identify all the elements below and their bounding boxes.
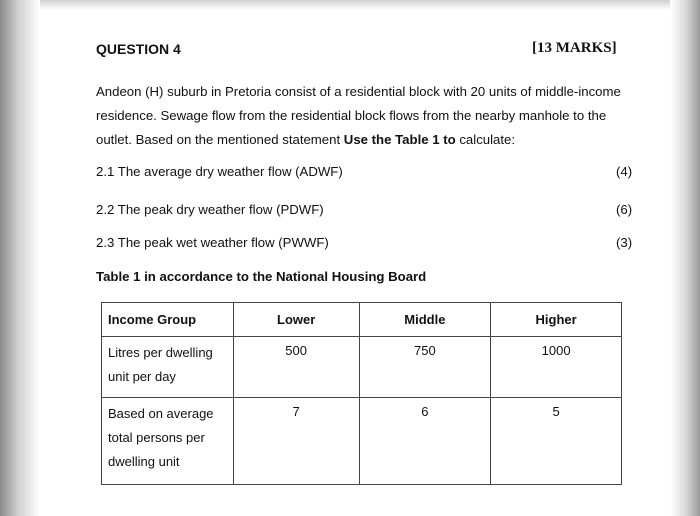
question-title: QUESTION 4 bbox=[96, 41, 181, 57]
question-marks: [13 MARKS] bbox=[532, 40, 617, 56]
intro-text-end: calculate: bbox=[455, 132, 516, 147]
cell-middle: 6 bbox=[359, 398, 491, 485]
intro-text: Andeon (H) suburb in Pretoria consist of a residential block with 20 units of middle-income residence. Sewage flow from the residential block flows from the nearby manhole to the outlet. Based on the mentioned statement bbox=[96, 84, 621, 147]
item-2-3: 2.3 The peak wet weather flow (PWWF) bbox=[96, 235, 329, 250]
header-lower: Lower bbox=[233, 303, 359, 337]
header-middle: Middle bbox=[359, 303, 491, 337]
item-2-1: 2.1 The average dry weather flow (ADWF) bbox=[96, 164, 343, 179]
table-caption: Table 1 in accordance to the National Housing Board bbox=[96, 269, 427, 284]
row-label: Litres per dwelling unit per day bbox=[102, 337, 234, 398]
cell-higher: 5 bbox=[491, 398, 622, 485]
item-2-2-marks: (6) bbox=[616, 202, 633, 217]
header-higher: Higher bbox=[491, 303, 622, 337]
cell-lower: 7 bbox=[233, 398, 359, 485]
page-shadow-right bbox=[670, 0, 700, 516]
question-intro bbox=[96, 80, 641, 152]
item-2-3-marks: (3) bbox=[616, 235, 633, 250]
cell-lower: 500 bbox=[233, 337, 359, 398]
table-row bbox=[102, 337, 622, 398]
row-label: Based on average total persons per dwelling unit bbox=[102, 398, 234, 485]
intro-bold-text: Use the Table 1 to bbox=[343, 132, 456, 147]
item-2-1-marks: (4) bbox=[616, 164, 633, 179]
page-shadow-left bbox=[0, 0, 40, 516]
page-shadow-top bbox=[0, 0, 700, 10]
table-header-row bbox=[102, 303, 622, 337]
cell-higher: 1000 bbox=[491, 337, 622, 398]
item-2-2: 2.2 The peak dry weather flow (PDWF) bbox=[96, 202, 324, 217]
table-row bbox=[102, 398, 622, 485]
header-income-group: Income Group bbox=[102, 303, 234, 337]
housing-table bbox=[101, 302, 622, 485]
cell-middle: 750 bbox=[359, 337, 491, 398]
